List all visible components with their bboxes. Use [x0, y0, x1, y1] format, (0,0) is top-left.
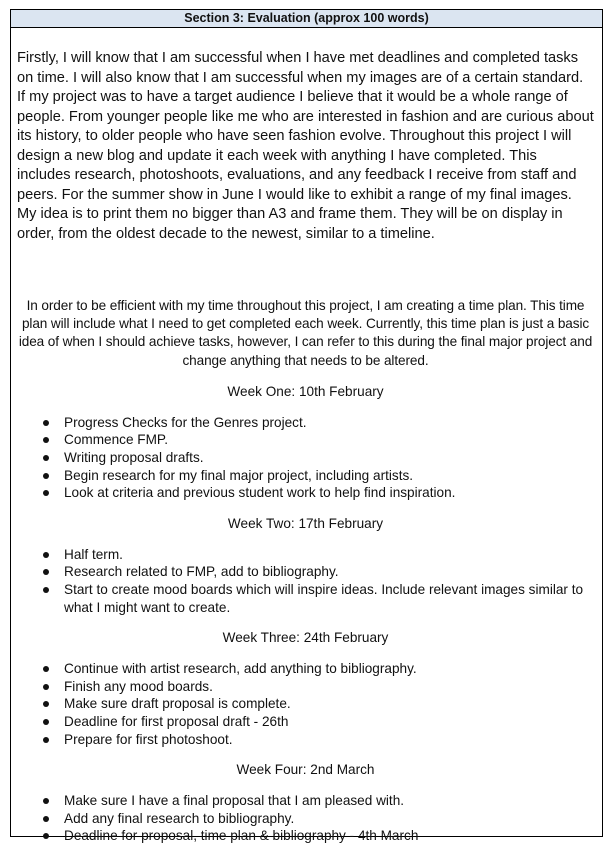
bullet-icon	[43, 437, 49, 443]
week-title: Week Two: 17th February	[227, 515, 384, 531]
bullet-icon	[43, 420, 49, 426]
section-header	[11, 10, 602, 28]
bullet-icon	[43, 569, 49, 575]
task-text: Start to create mood boards which will inspire ideas. Include relevant images similar to what I might want to create.	[64, 581, 584, 615]
bullet-icon	[43, 455, 49, 461]
bullet-icon	[43, 701, 49, 707]
bullet-icon	[43, 552, 49, 558]
task-item	[64, 546, 594, 564]
bullet-icon	[43, 719, 49, 725]
task-text: Half term.	[64, 546, 123, 562]
task-item	[64, 581, 594, 616]
task-item	[64, 414, 594, 432]
task-text: Continue with artist research, add anything to bibliography.	[64, 661, 417, 677]
bullet-icon	[43, 684, 49, 690]
task-list	[17, 660, 594, 748]
task-text: Deadline for proposal, time plan & bibliography - 4th March	[64, 828, 419, 844]
week-title: Week One: 10th February	[227, 383, 384, 399]
task-list	[17, 546, 594, 616]
bullet-icon	[43, 473, 49, 479]
task-item	[64, 484, 594, 502]
bullet-icon	[43, 490, 49, 496]
task-text: Progress Checks for the Genres project.	[64, 414, 307, 430]
task-item	[64, 449, 594, 467]
task-item	[64, 467, 594, 485]
task-text: Begin research for my final major project, including artists.	[64, 467, 414, 483]
task-item	[64, 431, 594, 449]
task-text: Writing proposal drafts.	[64, 450, 204, 465]
week-block	[17, 383, 594, 502]
bullet-icon	[43, 798, 49, 804]
week-block	[17, 629, 594, 748]
section-body	[11, 49, 602, 845]
task-item	[64, 678, 594, 696]
task-text: Research related to FMP, add to bibliography.	[64, 564, 339, 580]
task-text: Finish any mood boards.	[64, 678, 213, 694]
week-block	[17, 515, 594, 616]
task-text: Look at criteria and previous student work to help find inspiration.	[64, 485, 456, 501]
week-title: Week Three: 24th February	[222, 630, 389, 646]
task-item	[64, 827, 594, 845]
bullet-icon	[43, 816, 49, 822]
task-text: Commence FMP.	[64, 432, 168, 448]
week-block	[17, 761, 594, 845]
task-text: Add any final research to bibliography.	[64, 810, 295, 826]
week-title: Week Four: 2nd March	[236, 762, 375, 778]
task-text: Prepare for first photoshoot.	[64, 731, 233, 747]
task-list	[17, 792, 594, 845]
task-item	[64, 563, 594, 581]
section-title: Section 3: Evaluation (approx 100 words)	[184, 11, 429, 25]
task-text: Deadline for first proposal draft - 26th	[64, 713, 289, 729]
task-item	[64, 660, 594, 678]
task-list	[17, 414, 594, 502]
evaluation-section-table	[10, 9, 603, 844]
bullet-icon	[43, 833, 49, 839]
task-item	[64, 810, 594, 828]
bullet-icon	[43, 587, 49, 593]
task-item	[64, 731, 594, 749]
time-plan-intro: In order to be efficient with my time throughout this project, I am creating a time plan. This time plan will include what I need to get completed each week. Currently, this time plan is just a basic idea of when I should achieve tasks, however, I can refer to this during the final major project and change anything that needs to be altered.	[18, 298, 593, 368]
bullet-icon	[43, 737, 49, 743]
task-text: Make sure draft proposal is complete.	[64, 696, 291, 712]
task-item	[64, 695, 594, 713]
evaluation-paragraph: Firstly, I will know that I am successful when I have met deadlines and completed tasks on time. I will also know that I am successful when my images are of a certain standard. If my project was to have a target audience I believe that it would be a whole range of people. From younger people like me who are interested in fashion and are curious about its history, to older people who have seen fashion evolve. Throughout this project I will design a new blog and update it each week with anything I have completed. This includes research, photoshoots, evaluations, and any feedback I receive from staff and peers. For the summer show in June I would like to exhibit a range of my final images. My idea is to print them no bigger than A3 and frame them. They will be on display in order, from the oldest decade to the newest, similar to a timeline.	[17, 50, 594, 242]
task-item	[64, 792, 594, 810]
task-text: Make sure I have a final proposal that I am pleased with.	[64, 793, 405, 809]
task-item	[64, 713, 594, 731]
bullet-icon	[43, 666, 49, 672]
